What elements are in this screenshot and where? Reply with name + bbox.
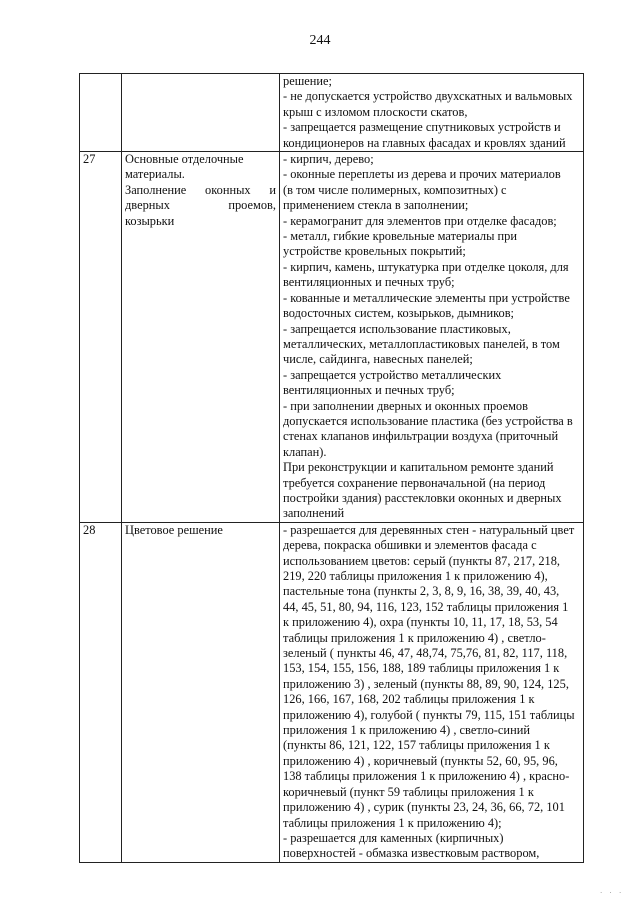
row-name-line: козырьки [125, 213, 175, 228]
requirement-line: решение; [283, 74, 332, 88]
requirement-line: 153, 154, 155, 156, 188, 189 таблицы приложения 1 к [283, 661, 560, 676]
table-body [80, 74, 584, 863]
requirement-line: вентиляционных и печных труб; [283, 383, 455, 398]
requirement-line: поверхностей - обмазка известковым раствором, [283, 846, 540, 861]
requirement-line: приложению 4) , коричневый (пункты 52, 60, 95, 96, [283, 753, 558, 768]
table-row [80, 522, 584, 862]
row-name-line: дверных проемов, [125, 198, 276, 213]
requirement-line: - запрещается использование пластиковых, [283, 321, 511, 336]
requirement-line: - кирпич, дерево; [283, 152, 374, 167]
requirement-line: - разрешается для деревянных стен - натуральный цвет [283, 522, 575, 537]
requirement-line: - кирпич, камень, штукатурка при отделке цоколя, для [283, 259, 569, 274]
requirement-line: дерева, покраска обшивки и элементов фасада с [283, 538, 537, 553]
requirement-line: - металл, гибкие кровельные материалы при [283, 229, 517, 244]
row-requirements-cell [280, 152, 584, 523]
requirement-line: клапан). [283, 444, 327, 459]
row-name-line: Основные отделочные [125, 152, 244, 167]
row-name-cell [122, 74, 280, 152]
requirement-line: вентиляционных и печных труб; [283, 275, 455, 290]
requirement-line: коричневый (пункт 59 таблицы приложения 1 к [283, 784, 534, 799]
requirement-line: приложению 4), голубой ( пункты 79, 115, 151 таблицы [283, 707, 575, 722]
requirement-line: таблицы приложения 1 к приложению 4) , светло- [283, 630, 546, 645]
table-row [80, 74, 584, 152]
requirement-line: При реконструкции и капитальном ремонте зданий [283, 460, 554, 475]
row-number-cell: 28 [80, 522, 122, 862]
requirement-line: таблицы приложения 1 к приложению 4); [283, 815, 502, 830]
requirement-line: пастельные тона (пункты 2, 3, 8, 9, 16, 38, 39, 40, 43, [283, 584, 560, 599]
row-number-cell [80, 74, 122, 152]
requirement-line: - при заполнении дверных и оконных проемов [283, 398, 528, 413]
requirement-line: (в том числе полимерных, композитных) с [283, 182, 507, 197]
requirement-line: приложению 3) , зеленый (пункты 88, 89, 90, 124, 125, [283, 676, 569, 691]
row-requirements-cell [280, 74, 584, 152]
requirement-line: 126, 166, 167, 168, 202 таблицы приложения 1 к [283, 692, 535, 707]
requirement-line: - не допускается устройство двухскатных и вальмовых [283, 89, 573, 104]
requirement-line: 44, 45, 51, 80, 94, 116, 123, 152 таблицы приложения 1 [283, 599, 569, 614]
requirement-line: заполнений [283, 506, 345, 521]
requirement-line: зеленый ( пункты 46, 47, 48,74, 75,76, 81, 82, 117, 118, [283, 646, 568, 661]
table-row [80, 152, 584, 523]
requirement-line: применением стекла в заполнении; [283, 198, 469, 213]
row-name-cell [122, 522, 280, 862]
requirement-line: 138 таблицы приложения 1 к приложению 4) , красно- [283, 769, 570, 784]
requirement-line: крыш с изломом плоскости скатов, [283, 104, 468, 119]
row-name-line: Цветовое решение [125, 522, 223, 537]
regulations-table [79, 73, 584, 863]
page-number: 244 [309, 33, 331, 48]
row-requirements-cell [280, 522, 584, 862]
requirement-line: - запрещается устройство металлических [283, 367, 502, 382]
requirement-line: приложению 4) , сурик (пункты 23, 24, 36, 66, 72, 101 [283, 800, 565, 815]
requirement-line: водосточных систем, козырьков, дымников; [283, 306, 514, 321]
requirement-line: 219, 220 таблицы приложения 1 к приложению 4), [283, 569, 548, 583]
requirement-line: - запрещается размещение спутниковых устройств и [283, 120, 561, 135]
scan-marks: . . . [600, 887, 624, 895]
requirement-line: (пункты 86, 121, 122, 157 таблицы приложения 1 к [283, 738, 550, 753]
requirement-line: - кованные и металлические элементы при устройстве [283, 290, 570, 305]
requirement-line: - оконные переплеты из дерева и прочих материалов [283, 167, 561, 182]
row-name-cell [122, 152, 280, 523]
requirement-line: стенах клапанов инфильтрации воздуха (приточный [283, 429, 559, 444]
row-number-cell: 27 [80, 152, 122, 523]
requirement-line: - керамогранит для элементов при отделке фасадов; [283, 213, 557, 228]
requirement-line: постройки здания) расстекловки оконных и дверных [283, 490, 562, 505]
requirement-line: металлических, металлопластиковых панелей, в том [283, 336, 560, 351]
requirement-line: требуется сохранение первоначальной (на период [283, 475, 546, 490]
requirement-line: - разрешается для каменных (кирпичных) [283, 830, 504, 845]
row-name-line: Заполнение оконных и [125, 182, 276, 197]
requirement-line: использованием цветов: серый (пункты 87, 217, 218, [283, 553, 561, 568]
requirement-line: устройстве кровельных покрытий; [283, 244, 466, 259]
requirement-line: допускается использование пластика (без устройства в [283, 413, 573, 428]
requirement-line: числе, сайдинга, навесных панелей; [283, 352, 473, 367]
requirement-line: к приложению 4), охра (пункты 10, 11, 17, 18, 53, 54 [283, 615, 558, 630]
requirement-line: приложения 1 к приложению 4) , светло-синий [283, 723, 530, 738]
row-name-line: материалы. [125, 167, 185, 182]
requirement-line: кондиционеров на главных фасадах и кровлях зданий [283, 135, 566, 150]
